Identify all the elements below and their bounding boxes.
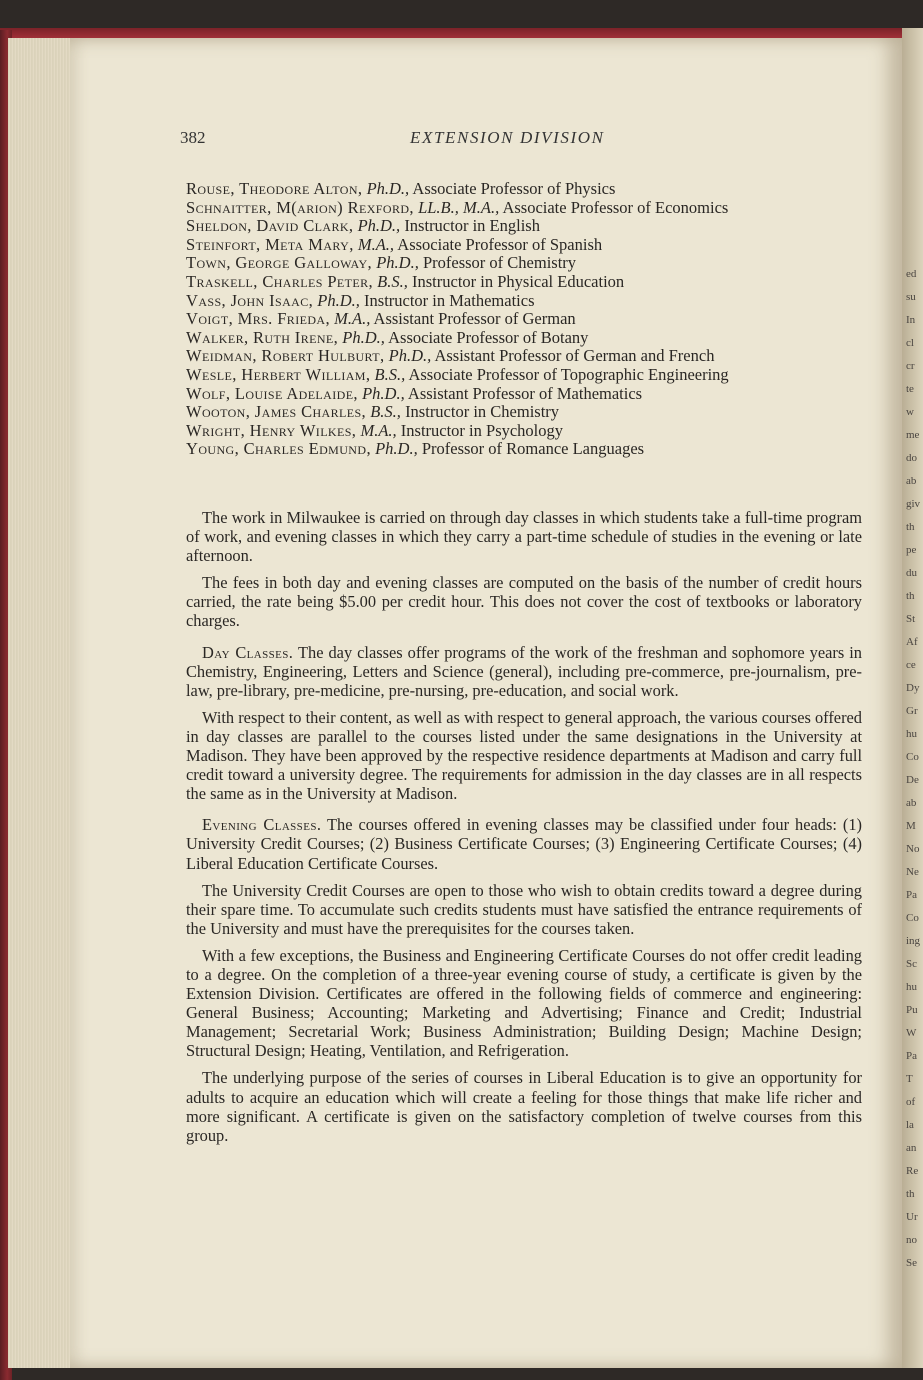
- faculty-title: Professor of Chemistry: [422, 253, 577, 273]
- faculty-entry: [186, 366, 866, 385]
- adjacent-page-fragment: St: [906, 613, 916, 625]
- adjacent-page-fragment: du: [906, 567, 917, 579]
- faculty-degree: M.A.,: [357, 234, 395, 254]
- faculty-degree: B.S.,: [370, 402, 401, 422]
- faculty-title: Instructor in Mathematics: [364, 290, 535, 310]
- paragraph: [186, 946, 862, 1061]
- faculty-degree: M.A.,: [334, 309, 371, 329]
- faculty-title: Associate Professor of Topographic Engineering: [408, 364, 729, 384]
- adjacent-page-fragment: of: [906, 1096, 916, 1108]
- adjacent-page-fragment: su: [906, 291, 916, 303]
- faculty-name: Sheldon, David Clark,: [186, 216, 354, 236]
- adjacent-page-fragment: Se: [906, 1257, 917, 1269]
- faculty-name: Rouse, Theodore Alton,: [186, 179, 363, 198]
- adjacent-page-edge: [902, 28, 923, 1368]
- faculty-title: Associate Professor of Economics: [502, 197, 729, 217]
- faculty-entry: [186, 440, 866, 459]
- paragraph: [186, 708, 862, 803]
- faculty-entry: [186, 199, 866, 218]
- adjacent-page-fragment: hu: [906, 728, 917, 740]
- faculty-entry: [186, 273, 866, 292]
- adjacent-page-fragment: Co: [906, 751, 919, 763]
- adjacent-page-fragment: Pu: [906, 1004, 918, 1016]
- paragraph-text: With a few exceptions, the Business and Engineering Certificate Courses do not offer credit leading to a degree. On the completion of a three-year evening course of study, a certificate is given by the Extension Division. Certificates are offered in the following fields of commerce and engineering: General Business; Accounting; Marketing and Advertising; Finance and Credit; Industrial Management; Secretarial Work; Business Administration; Building Design; Machine Design; Structural Design; Heating, Ventilation, and Refrigeration.: [186, 945, 862, 1061]
- faculty-title: Associate Professor of Spanish: [397, 234, 603, 254]
- body-text: [186, 508, 862, 1153]
- paragraph-text: The fees in both day and evening classes are computed on the basis of the number of credit hours carried, the rate being $5.00 per credit hour. This does not cover the cost of textbooks or laboratory charges.: [186, 573, 862, 631]
- adjacent-page-fragment: Co: [906, 912, 919, 924]
- faculty-title: Assistant Professor of German: [373, 309, 576, 329]
- faculty-name: Traskell, Charles Peter,: [186, 271, 374, 291]
- adjacent-page-fragment: te: [906, 383, 914, 395]
- adjacent-page-fragment: T: [906, 1073, 913, 1085]
- faculty-name: Schnaitter, M(arion) Rexford,: [186, 197, 414, 217]
- faculty-title: Professor of Romance Languages: [421, 439, 645, 459]
- adjacent-page-fragment: no: [906, 1234, 917, 1246]
- adjacent-page-fragment: Dy: [906, 682, 920, 694]
- faculty-title: Instructor in English: [404, 216, 540, 236]
- faculty-list: [186, 180, 866, 459]
- faculty-entry: [186, 236, 866, 255]
- paragraph-text: The University Credit Courses are open to those who wish to obtain credits toward a degree during their spare time. To accumulate such credits students must have satisfied the entrance requirements of the University and must have the prerequisites for the courses taken.: [186, 880, 862, 938]
- faculty-entry: [186, 310, 866, 329]
- faculty-entry: [186, 292, 866, 311]
- faculty-title: Assistant Professor of Mathematics: [407, 383, 643, 403]
- page-stack: [8, 38, 70, 1368]
- faculty-name: Vass, John Isaac,: [186, 290, 314, 310]
- adjacent-page-fragment: Gr: [906, 705, 918, 717]
- faculty-entry: [186, 385, 866, 404]
- faculty-entry: [186, 329, 866, 348]
- adjacent-page-fragment: th: [906, 590, 915, 602]
- adjacent-page-fragment: th: [906, 1188, 915, 1200]
- faculty-degree: Ph.D.,: [362, 383, 405, 403]
- page-header: [180, 128, 880, 150]
- faculty-entry: [186, 347, 866, 366]
- paragraph: [186, 815, 862, 872]
- paragraph: [186, 508, 862, 565]
- adjacent-page-fragment: Af: [906, 636, 918, 648]
- faculty-degree: B.S.,: [377, 271, 408, 291]
- faculty-name: Town, George Galloway,: [186, 253, 373, 273]
- adjacent-page-fragment: an: [906, 1142, 917, 1154]
- book-cover-top-edge: [0, 28, 905, 38]
- faculty-degree: Ph.D.,: [342, 327, 385, 347]
- adjacent-page-fragment: w: [906, 406, 914, 418]
- faculty-name: Weidman, Robert Hulburt,: [186, 346, 385, 366]
- faculty-name: Steinfort, Meta Mary,: [186, 234, 354, 254]
- adjacent-page-fragment: Pa: [906, 1050, 917, 1062]
- adjacent-page-fragment: Re: [906, 1165, 919, 1177]
- faculty-entry: [186, 217, 866, 236]
- adjacent-page-fragment: Pa: [906, 889, 917, 901]
- adjacent-page-fragment: pe: [906, 544, 917, 556]
- faculty-title: Assistant Professor of German and French: [434, 346, 715, 366]
- faculty-degree: Ph.D.,: [388, 346, 432, 366]
- faculty-title: Associate Professor of Physics: [412, 179, 616, 198]
- adjacent-page-fragment: ed: [906, 268, 917, 280]
- paragraph-text: The underlying purpose of the series of courses in Liberal Education is to give an opportunity for adults to acquire an education which will create a feeling for those things that make life richer and more significant. A certificate is given on the satisfactory completion of twelve courses from this group.: [186, 1068, 862, 1145]
- adjacent-page-fragment: me: [906, 429, 920, 441]
- faculty-name: Wesle, Herbert William,: [186, 364, 371, 384]
- section-lead: Day Classes.: [202, 642, 294, 662]
- faculty-degree: Ph.D.,: [317, 290, 360, 310]
- adjacent-page-fragment: In: [906, 314, 916, 326]
- adjacent-page-fragment: Sc: [906, 958, 917, 970]
- section-lead: Evening Classes.: [202, 815, 322, 835]
- faculty-name: Walker, Ruth Irene,: [186, 327, 339, 347]
- faculty-title: Instructor in Chemistry: [405, 402, 560, 422]
- faculty-degree: LL.B., M.A.,: [418, 197, 500, 217]
- paragraph-text: The work in Milwaukee is carried on through day classes in which students take a full-time program of work, and evening classes in which they carry a part-time schedule of studies in the evening or late afternoon.: [186, 508, 862, 566]
- faculty-degree: Ph.D.,: [375, 439, 418, 459]
- adjacent-page-fragment: De: [906, 774, 919, 786]
- adjacent-page-fragment: W: [906, 1027, 917, 1039]
- adjacent-page-fragment: ab: [906, 475, 917, 487]
- adjacent-page-fragment: ce: [906, 659, 916, 671]
- paragraph-text: The day classes offer programs of the work of the freshman and sophomore years in Chemistry, Engineering, Letters and Science (general), including pre-commerce, pre-journalism, pre-law, pre-library, pre-medicine, pre-nursing, pre-education, and social work.: [186, 642, 862, 700]
- faculty-name: Young, Charles Edmund,: [186, 439, 371, 459]
- adjacent-page-fragment: cr: [906, 360, 915, 372]
- adjacent-page-fragment: la: [906, 1119, 914, 1131]
- paragraph: [186, 643, 862, 700]
- faculty-degree: B.S.,: [374, 364, 406, 384]
- faculty-title: Instructor in Psychology: [400, 420, 564, 440]
- page-number: 382: [180, 128, 206, 147]
- paragraph-text: The courses offered in evening classes may be classified under four heads: (1) University Credit Courses; (2) Business Certificate Courses; (3) Engineering Certificate Courses; (4) Liberal Education Certificate Courses.: [186, 815, 862, 873]
- adjacent-page-fragment: ab: [906, 797, 917, 809]
- faculty-entry: [186, 180, 866, 199]
- adjacent-page-fragment: th: [906, 521, 915, 533]
- faculty-entry: [186, 422, 866, 441]
- paragraph-text: With respect to their content, as well as with respect to general approach, the various courses offered in day classes are parallel to the courses listed under the same designations in the University at Madison. They have been approved by the respective residence departments at Madison and carry full credit toward a university degree. The requirements for admission in the day classes are in all respects the same as in the University at Madison.: [186, 707, 862, 804]
- adjacent-page-fragment: Ur: [906, 1211, 918, 1223]
- faculty-degree: Ph.D.,: [376, 253, 419, 273]
- faculty-name: Wright, Henry Wilkes,: [186, 420, 357, 440]
- adjacent-page-fragment: giv: [906, 498, 921, 510]
- faculty-title: Instructor in Physical Education: [412, 271, 625, 291]
- adjacent-page-fragment: cl: [906, 337, 914, 349]
- faculty-degree: Ph.D.,: [357, 216, 401, 236]
- faculty-name: Wooton, James Charles,: [186, 402, 367, 422]
- paragraph: [186, 573, 862, 630]
- faculty-name: Voigt, Mrs. Frieda,: [186, 309, 330, 329]
- paragraph: [186, 881, 862, 938]
- paragraph: [186, 1068, 862, 1144]
- faculty-degree: M.A.,: [360, 420, 397, 440]
- adjacent-page-fragment: do: [906, 452, 917, 464]
- adjacent-page-fragment: No: [906, 843, 920, 855]
- faculty-name: Wolf, Louise Adelaide,: [186, 383, 358, 403]
- running-title: EXTENSION DIVISION: [410, 128, 605, 147]
- adjacent-page-fragment: hu: [906, 981, 917, 993]
- adjacent-page-fragment: Ne: [906, 866, 919, 878]
- faculty-entry: [186, 403, 866, 422]
- faculty-title: Associate Professor of Botany: [388, 327, 589, 347]
- adjacent-page-fragment: M: [906, 820, 916, 832]
- adjacent-page-fragment: ing: [906, 935, 921, 947]
- faculty-degree: Ph.D.,: [366, 179, 410, 198]
- faculty-entry: [186, 254, 866, 273]
